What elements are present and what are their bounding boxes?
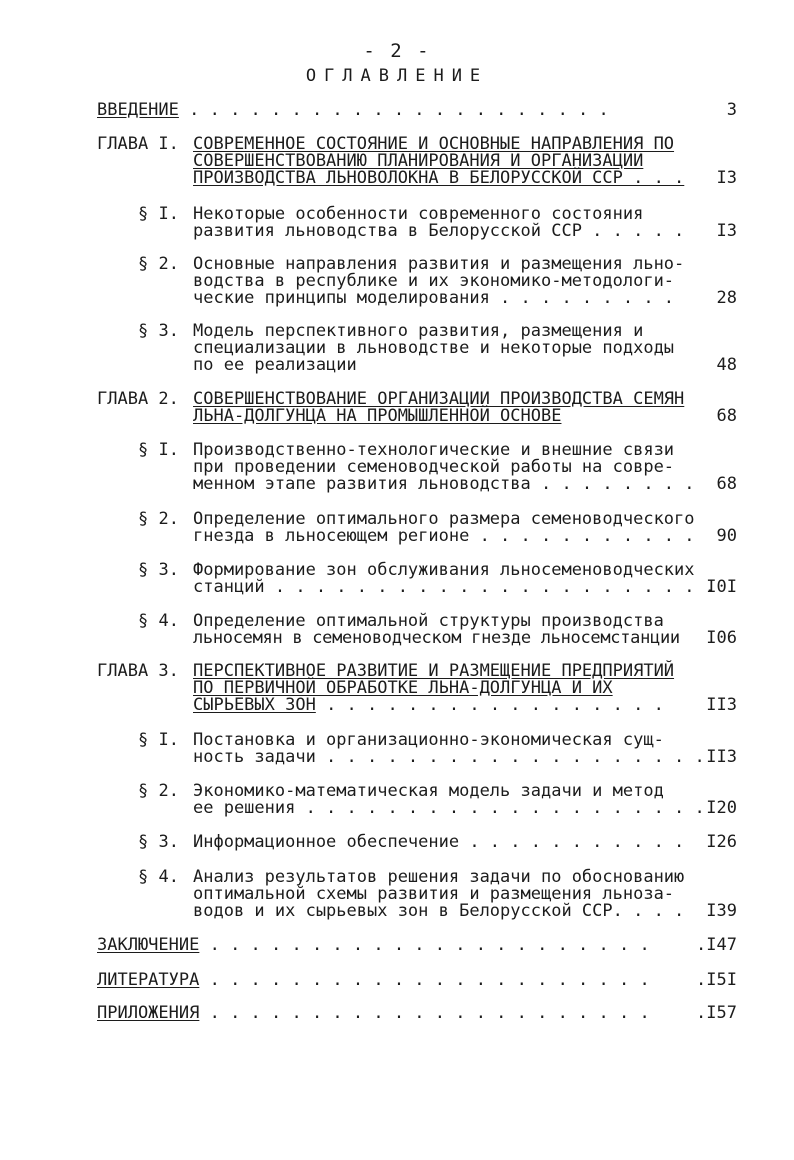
chapter-2-label: ГЛАВА 2. <box>97 389 179 409</box>
chapter-3-line-1: ПЕРСПЕКТИВНОЕ РАЗВИТИЕ И РАЗМЕЩЕНИЕ ПРЕДПРИЯТИЙ <box>193 661 675 681</box>
chapter-3-page: II3 <box>706 695 737 715</box>
section-1-3-page: 48 <box>716 355 737 375</box>
toc-entry-2-4[interactable] <box>138 613 737 651</box>
toc-entry-intro[interactable] <box>97 102 737 122</box>
toc-entry-2-1[interactable] <box>138 442 737 498</box>
intro-page: 3 <box>726 100 737 120</box>
chapter-3-line-3: СЫРЬЕВЫХ ЗОН <box>193 695 316 715</box>
toc-entry-chapter-3[interactable] <box>97 663 737 719</box>
chapter-1-page: I3 <box>716 168 737 188</box>
chapter-2-line-2: ЛЬНА-ДОЛГУНЦА НА ПРОМЫШЛЕННОЙ ОСНОВЕ <box>193 406 562 426</box>
section-2-3-number: § 3. <box>138 560 179 580</box>
section-3-3-number: § 3. <box>138 832 179 852</box>
toc-entry-2-3[interactable] <box>138 562 737 600</box>
conclusion-page: .I47 <box>696 935 737 955</box>
toc-entry-conclusion[interactable] <box>97 937 737 957</box>
chapter-1-line-2: СОВЕРШЕНСТВОВАНИЮ ПЛАНИРОВАНИЯ И ОРГАНИЗАЦИИ <box>193 151 644 171</box>
section-3-4-number: § 4. <box>138 867 179 887</box>
toc-entry-3-4[interactable] <box>138 869 737 925</box>
toc-entry-3-2[interactable] <box>138 783 737 821</box>
appendix-page: .I57 <box>696 1003 737 1023</box>
section-3-3-page: I26 <box>706 832 737 852</box>
section-2-4-line-1: Определение оптимальной структуры производства <box>193 611 664 631</box>
section-3-2-line-2: ее решения . . . . . . . . . . . . . . . . . . . . <box>193 798 705 818</box>
literature-page: .I5I <box>696 970 737 990</box>
literature-dots: . . . . . . . . . . . . . . . . . . . . . . <box>199 970 650 990</box>
toc-entry-3-1[interactable] <box>138 732 737 770</box>
conclusion-dots: . . . . . . . . . . . . . . . . . . . . . . <box>199 935 650 955</box>
section-2-3-line-1: Формирование зон обслуживания льносеменоводческих <box>193 560 695 580</box>
section-3-4-line-3: водов и их сырьевых зон в Белорусской ССР. . . . <box>193 901 685 921</box>
section-2-1-page: 68 <box>716 474 737 494</box>
section-3-2-number: § 2. <box>138 781 179 801</box>
section-1-2-line-3: ческие принципы моделирования . . . . . . . . . <box>193 288 675 308</box>
section-1-2-line-1: Основные направления развития и размещения льно- <box>193 254 685 274</box>
intro-dots: . . . . . . . . . . . . . . . . . . . . . <box>178 100 609 120</box>
section-2-4-line-2: льносемян в семеноводческом гнезде льносемстанции <box>193 628 680 648</box>
chapter-2-page: 68 <box>716 406 737 426</box>
toc-entry-chapter-1[interactable] <box>97 136 737 192</box>
toc-entry-1-3[interactable] <box>138 323 737 379</box>
section-3-4-line-1: Анализ результатов решения задачи по обоснованию <box>193 867 685 887</box>
section-2-2-number: § 2. <box>138 509 179 529</box>
appendix-dots: . . . . . . . . . . . . . . . . . . . . . . <box>199 1003 650 1023</box>
section-3-1-line-2: ность задачи . . . . . . . . . . . . . . . . . . . <box>193 747 705 767</box>
chapter-2-line-1: СОВЕРШЕНСТВОВАНИЕ ОРГАНИЗАЦИИ ПРОИЗВОДСТВА СЕМЯН <box>193 389 685 409</box>
section-3-4-line-2: оптимальной схемы развития и размещения льноза- <box>193 884 675 904</box>
intro-label: ВВЕДЕНИЕ <box>97 100 179 120</box>
section-3-1-line-1: Постановка и организационно-экономическая сущ- <box>193 730 664 750</box>
section-1-1-line-1: Некоторые особенности современного состояния <box>193 204 644 224</box>
section-2-2-line-1: Определение оптимального размера семеноводческого <box>193 509 695 529</box>
section-1-3-number: § 3. <box>138 321 179 341</box>
section-2-4-page: I06 <box>706 628 737 648</box>
section-3-2-page: I20 <box>706 798 737 818</box>
page-number: - 2 - <box>363 40 431 62</box>
chapter-3-line-2: ПО ПЕРВИЧНОЙ ОБРАБОТКЕ ЛЬНА-ДОЛГУНЦА И ИХ <box>193 678 613 698</box>
section-1-3-line-1: Модель перспективного развития, размещения и <box>193 321 644 341</box>
section-1-2-page: 28 <box>716 288 737 308</box>
section-3-1-page: II3 <box>706 747 737 767</box>
toc-entry-appendix[interactable] <box>97 1005 737 1025</box>
section-2-1-number: § I. <box>138 440 179 460</box>
section-2-4-number: § 4. <box>138 611 179 631</box>
toc-entry-literature[interactable] <box>97 972 737 992</box>
toc-title: ОГЛАВЛЕНИЕ <box>305 66 489 86</box>
literature-label: ЛИТЕРАТУРА <box>97 970 200 990</box>
toc-entry-3-3[interactable] <box>138 834 737 854</box>
chapter-1-line-3: ПРОИЗВОДСТВА ЛЬНОВОЛОКНА В БЕЛОРУССКОЙ ССР . . . <box>193 168 685 188</box>
section-1-1-number: § I. <box>138 204 179 224</box>
section-2-3-page: I0I <box>706 577 737 597</box>
section-1-3-line-2: специализации в льноводстве и некоторые подходы <box>193 338 675 358</box>
section-2-2-line-2: гнезда в льносеющем регионе . . . . . . . . . . . <box>193 526 695 546</box>
conclusion-label: ЗАКЛЮЧЕНИЕ <box>97 935 200 955</box>
chapter-1-line-1: СОВРЕМЕННОЕ СОСТОЯНИЕ И ОСНОВНЫЕ НАПРАВЛЕНИЯ ПО <box>193 134 675 154</box>
chapter-3-dots: . . . . . . . . . . . . . . . . . <box>315 695 664 715</box>
toc-entry-1-1[interactable] <box>138 206 737 244</box>
appendix-label: ПРИЛОЖЕНИЯ <box>97 1003 200 1023</box>
chapter-3-label: ГЛАВА 3. <box>97 661 179 681</box>
section-3-3-line-1: Информационное обеспечение . . . . . . . . . . . <box>193 832 685 852</box>
chapter-1-label: ГЛАВА I. <box>97 134 179 154</box>
section-1-3-line-3: по ее реализации <box>193 355 357 375</box>
section-2-1-line-2: при проведении семеноводческой работы на совре- <box>193 457 675 477</box>
section-3-4-page: I39 <box>706 901 737 921</box>
section-2-3-line-2: станций . . . . . . . . . . . . . . . . . . . . . . <box>193 577 715 597</box>
section-1-1-page: I3 <box>716 221 737 241</box>
section-1-2-line-2: водства в республике и их экономико-методологи- <box>193 271 675 291</box>
section-2-1-line-1: Производственно-технологические и внешние связи <box>193 440 675 460</box>
section-3-2-line-1: Экономико-математическая модель задачи и метод <box>193 781 664 801</box>
toc-entry-chapter-2[interactable] <box>97 391 737 429</box>
section-2-2-page: 90 <box>716 526 737 546</box>
toc-entry-1-2[interactable] <box>138 256 737 312</box>
section-3-1-number: § I. <box>138 730 179 750</box>
section-2-1-line-3: менном этапе развития льноводства . . . . . . . . <box>193 474 695 494</box>
section-1-2-number: § 2. <box>138 254 179 274</box>
section-1-1-line-2: развития льноводства в Белорусской ССР . . . . . <box>193 221 685 241</box>
toc-entry-2-2[interactable] <box>138 511 737 549</box>
